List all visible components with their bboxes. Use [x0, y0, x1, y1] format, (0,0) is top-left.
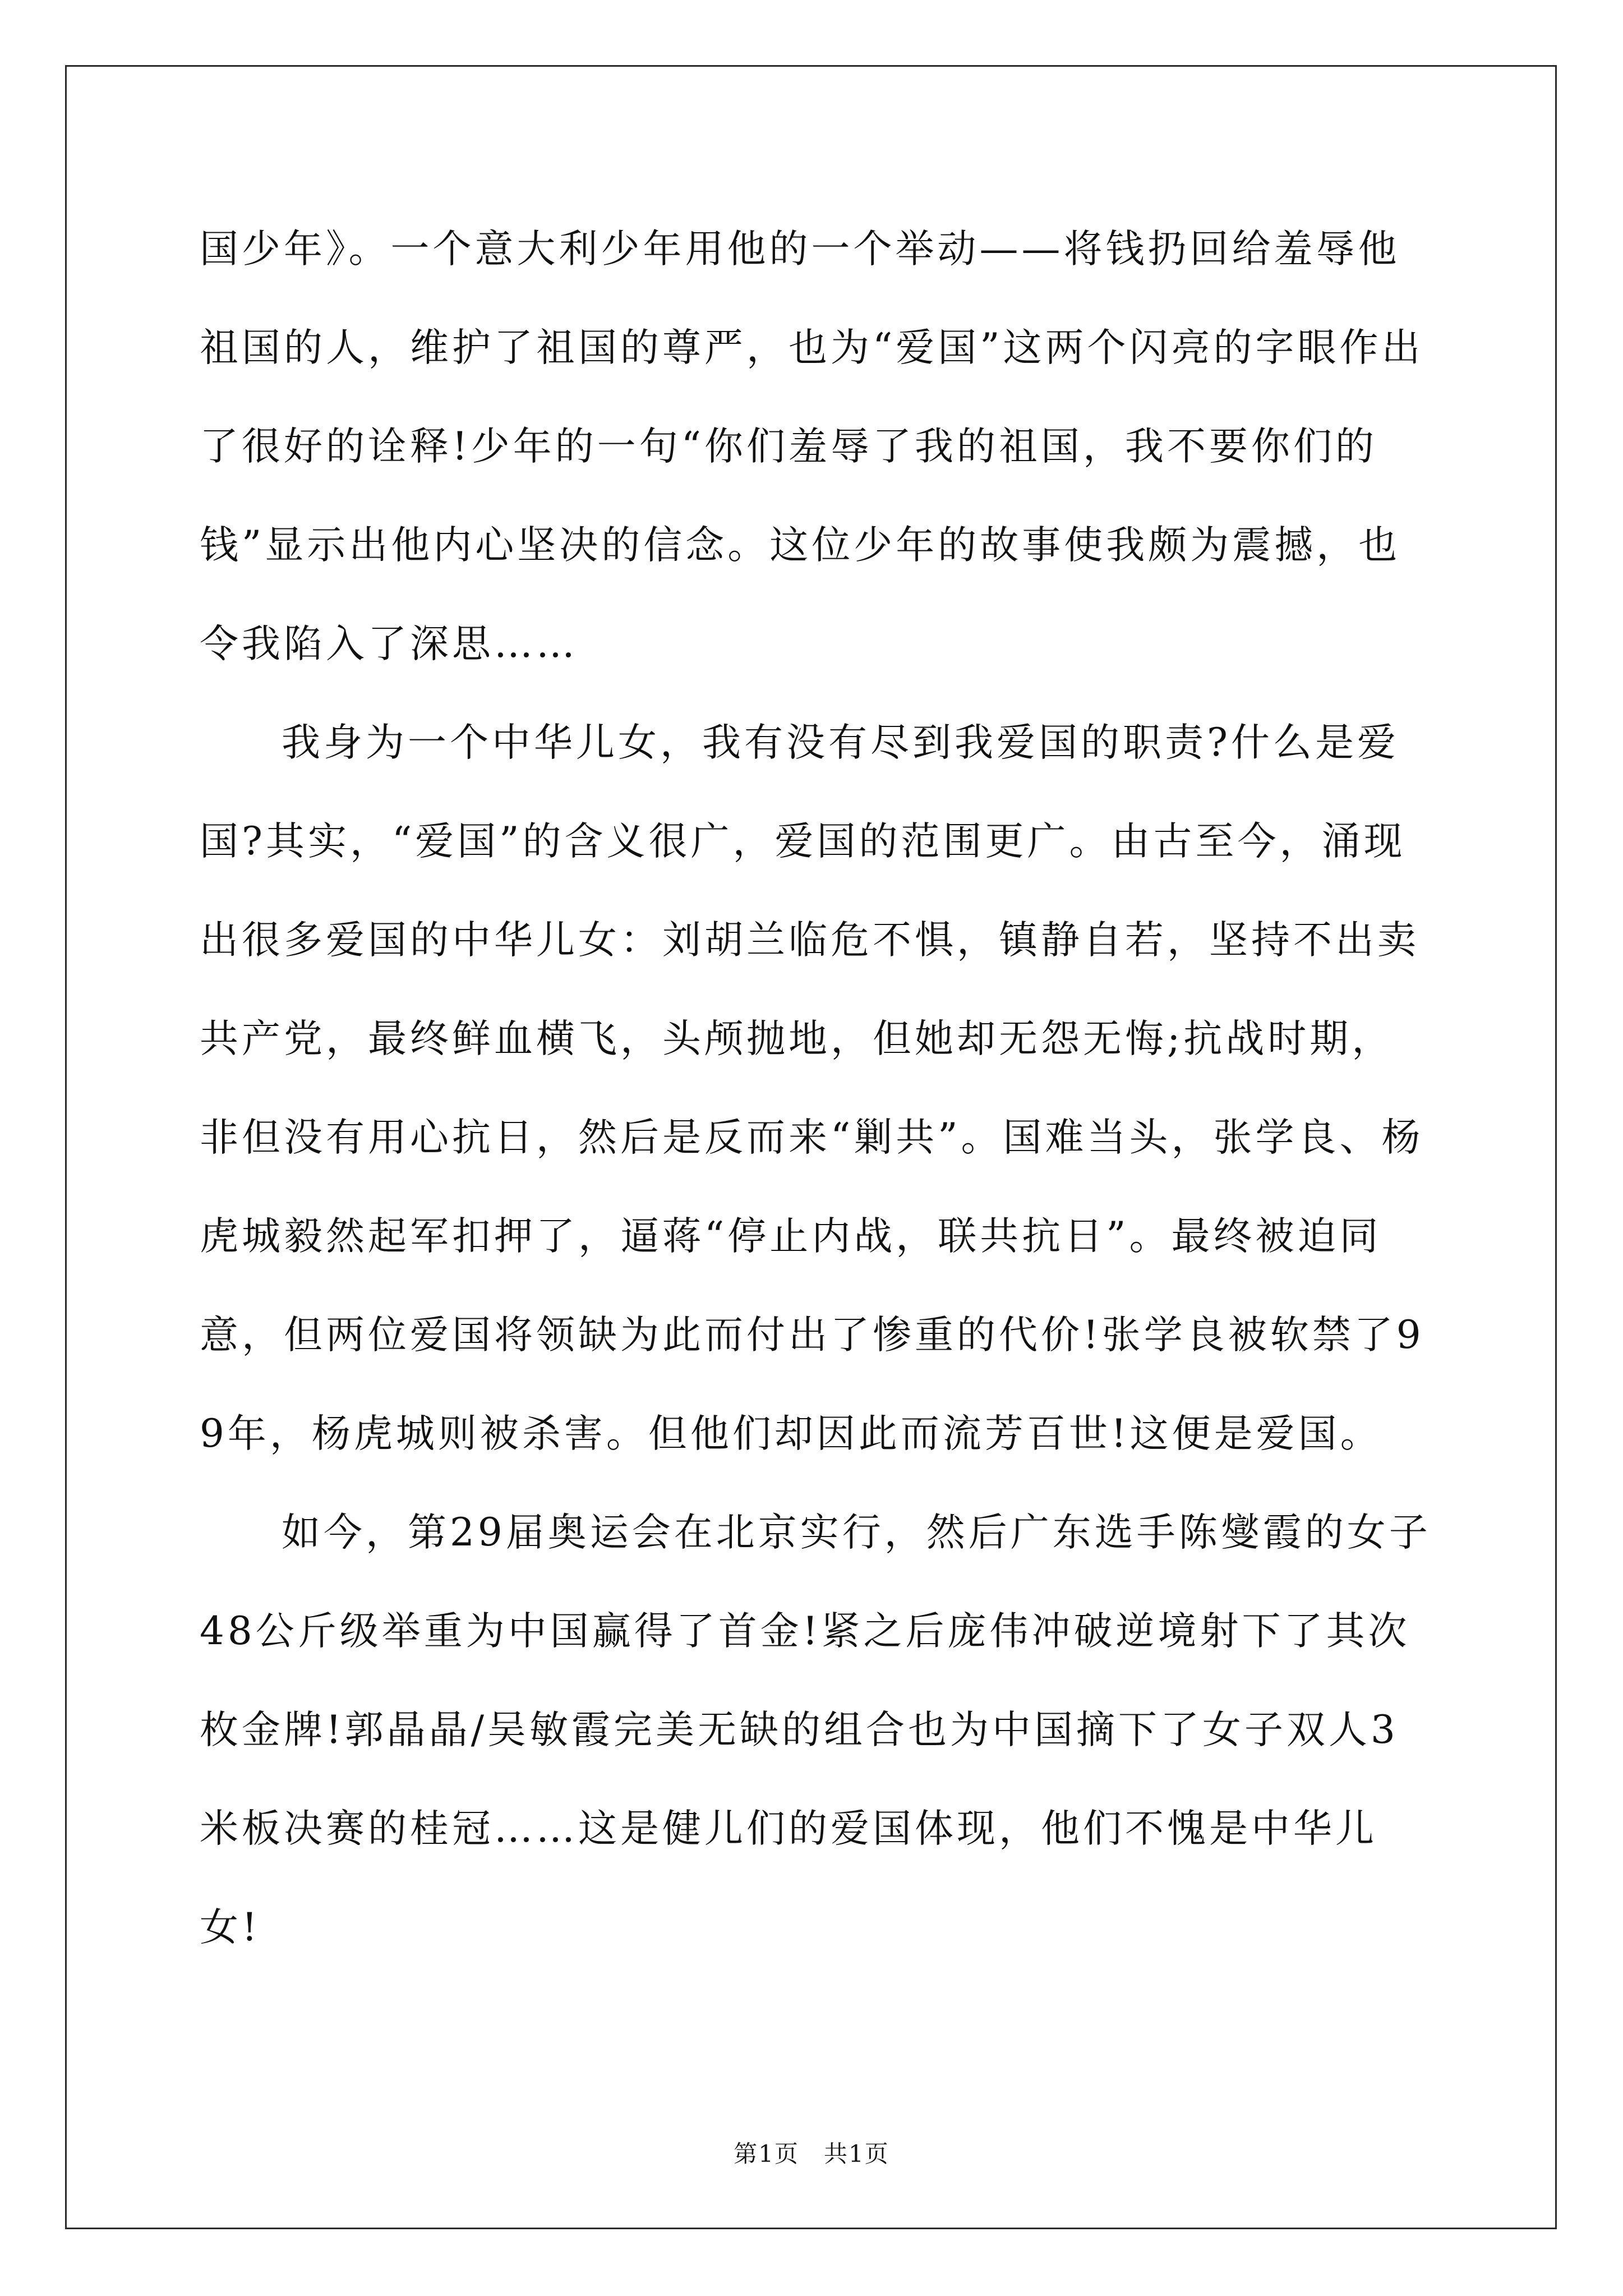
paragraph-continuation: 国少年》。一个意大利少年用他的一个举动——将钱扔回给羞辱他祖国的人，维护了祖国的尊严，也为“爱国”这两个闪亮的字眼作出了很好的诠释!少年的一句“你们羞辱了我的祖国，我不要你们的钱”显示出他内心坚决的信念。这位少年的故事使我颇为震撼，也令我陷入了深思……: [200, 227, 1424, 666]
page-number-footer: 第1页 共1页: [734, 2140, 889, 2168]
paragraph-patriotism: 我身为一个中华儿女，我有没有尽到我爱国的职责?什么是爱国?其实，“爱国”的含义很广，爱国的范围更广。由古至今，涌现出很多爱国的中华儿女：刘胡兰临危不惧，镇静自若，坚持不出卖共产党，最终鲜血横飞，头颅抛地，但她却无怨无悔;抗战时期，非但没有用心抗日，然后是反而来“剿共”。国难当头，张学良、杨虎城毅然起军扣押了，逼蒋“停止内战，联共抗日”。最终被迫同意，但两位爱国将领缺为此而付出了惨重的代价!张学良被软禁了99年，杨虎城则被杀害。但他们却因此而流芳百世!这便是爱国。: [200, 720, 1424, 1456]
paragraph-olympics: 如今，第29届奥运会在北京实行，然后广东选手陈燮霞的女子48公斤级举重为中国赢得了首金!紧之后庞伟冲破逆境射下了其次枚金牌!郭晶晶/吴敏霞完美无缺的组合也为中国摘下了女子双人3米板决赛的桂冠……这是健儿们的爱国体现，他们不愧是中华儿女!: [200, 1510, 1431, 1950]
document-body: [200, 200, 1433, 1977]
